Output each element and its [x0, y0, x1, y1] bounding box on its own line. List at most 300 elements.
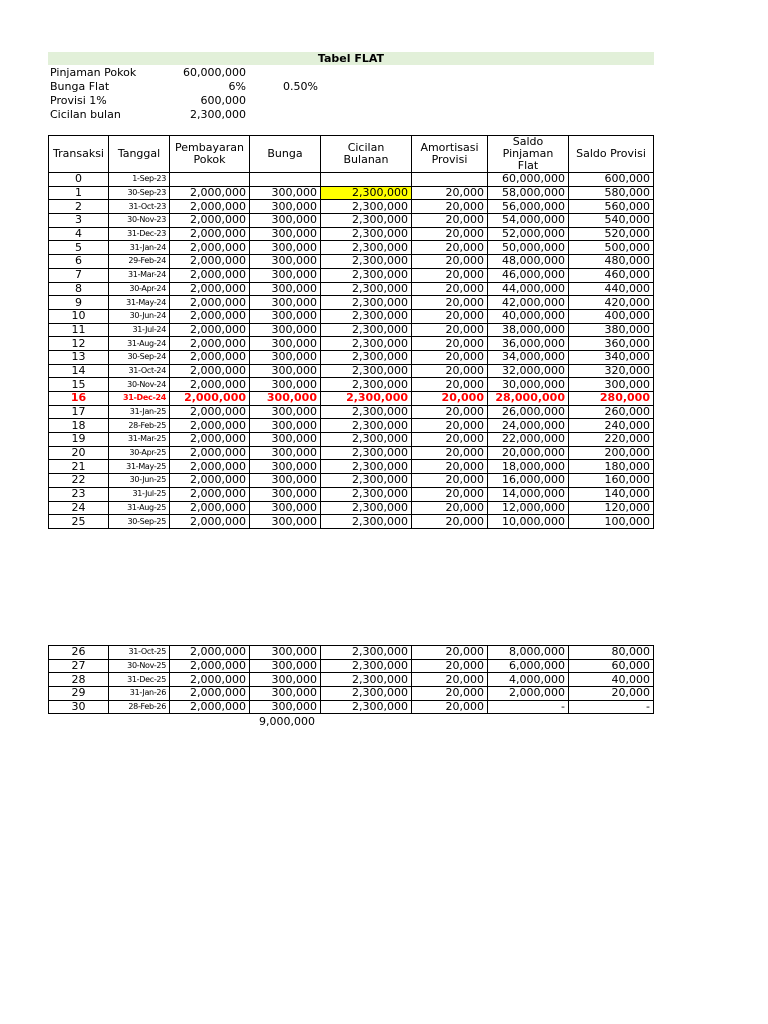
cell-pembayaran-pokok: 2,000,000	[170, 378, 250, 392]
cell-saldo-pinjaman-flat: 36,000,000	[488, 337, 569, 351]
cell-bunga	[250, 173, 321, 187]
cell-saldo-pinjaman-flat: 56,000,000	[488, 200, 569, 214]
table-row	[49, 282, 654, 296]
header-saldo-pinjaman-flat: Saldo Pinjaman Flat	[488, 136, 569, 173]
cell-tanggal: 31-May-24	[109, 296, 170, 310]
cell-cicilan-bulanan: 2,300,000	[321, 255, 412, 269]
cell-transaksi: 29	[49, 687, 109, 701]
cell-cicilan-bulanan: 2,300,000	[321, 214, 412, 228]
cell-transaksi: 17	[49, 405, 109, 419]
cell-tanggal: 31-Jan-26	[109, 687, 170, 701]
cell-tanggal: 31-May-25	[109, 460, 170, 474]
cell-transaksi: 20	[49, 446, 109, 460]
cell-bunga: 300,000	[250, 337, 321, 351]
header-saldo-provisi: Saldo Provisi	[569, 136, 654, 173]
cell-saldo-provisi: 60,000	[569, 659, 654, 673]
table-row	[49, 309, 654, 323]
cell-bunga: 300,000	[250, 255, 321, 269]
cell-saldo-pinjaman-flat: 16,000,000	[488, 474, 569, 488]
cell-saldo-provisi: 420,000	[569, 296, 654, 310]
cell-amortisasi-provisi: 20,000	[412, 659, 488, 673]
cell-saldo-pinjaman-flat: 6,000,000	[488, 659, 569, 673]
cell-tanggal: 30-Apr-24	[109, 282, 170, 296]
cell-cicilan-bulanan: 2,300,000	[321, 227, 412, 241]
cell-amortisasi-provisi: 20,000	[412, 296, 488, 310]
cell-tanggal: 31-Dec-24	[109, 392, 170, 406]
table-row	[49, 337, 654, 351]
cell-saldo-provisi: 260,000	[569, 405, 654, 419]
cell-saldo-pinjaman-flat: 14,000,000	[488, 487, 569, 501]
cell-pembayaran-pokok: 2,000,000	[170, 282, 250, 296]
cell-bunga: 300,000	[250, 364, 321, 378]
cell-saldo-pinjaman-flat: 48,000,000	[488, 255, 569, 269]
info-label: Pinjaman Pokok	[50, 66, 137, 79]
cell-transaksi: 3	[49, 214, 109, 228]
table-row	[49, 296, 654, 310]
cell-amortisasi-provisi: 20,000	[412, 282, 488, 296]
info-value: 2,300,000	[190, 108, 246, 121]
cell-saldo-pinjaman-flat: 30,000,000	[488, 378, 569, 392]
table-row	[49, 405, 654, 419]
cell-pembayaran-pokok: 2,000,000	[170, 646, 250, 660]
cell-bunga: 300,000	[250, 405, 321, 419]
info-extra: 0.50%	[283, 80, 318, 93]
cell-transaksi: 0	[49, 173, 109, 187]
cell-cicilan-bulanan: 2,300,000	[321, 309, 412, 323]
cell-pembayaran-pokok: 2,000,000	[170, 673, 250, 687]
cell-transaksi: 6	[49, 255, 109, 269]
cell-saldo-pinjaman-flat: 2,000,000	[488, 687, 569, 701]
cell-pembayaran-pokok: 2,000,000	[170, 433, 250, 447]
table-row	[49, 487, 654, 501]
info-value: 60,000,000	[183, 66, 246, 79]
cell-bunga: 300,000	[250, 446, 321, 460]
cell-pembayaran-pokok: 2,000,000	[170, 419, 250, 433]
cell-tanggal: 31-Dec-23	[109, 227, 170, 241]
cell-saldo-provisi: 180,000	[569, 460, 654, 474]
cell-pembayaran-pokok: 2,000,000	[170, 241, 250, 255]
cell-saldo-provisi: 560,000	[569, 200, 654, 214]
cell-cicilan-bulanan: 2,300,000	[321, 337, 412, 351]
table-row	[49, 186, 654, 200]
cell-saldo-pinjaman-flat: 54,000,000	[488, 214, 569, 228]
cell-amortisasi-provisi: 20,000	[412, 419, 488, 433]
cell-tanggal: 28-Feb-25	[109, 419, 170, 433]
cell-cicilan-bulanan: 2,300,000	[321, 323, 412, 337]
cell-pembayaran-pokok: 2,000,000	[170, 687, 250, 701]
cell-bunga: 300,000	[250, 282, 321, 296]
cell-saldo-pinjaman-flat: 18,000,000	[488, 460, 569, 474]
table-row	[49, 501, 654, 515]
cell-cicilan-bulanan: 2,300,000	[321, 659, 412, 673]
table-row	[49, 255, 654, 269]
cell-amortisasi-provisi: 20,000	[412, 433, 488, 447]
cell-bunga: 300,000	[250, 214, 321, 228]
cell-cicilan-bulanan: 2,300,000	[321, 200, 412, 214]
cell-saldo-pinjaman-flat: 52,000,000	[488, 227, 569, 241]
cell-transaksi: 9	[49, 296, 109, 310]
cell-amortisasi-provisi: 20,000	[412, 255, 488, 269]
table-row	[49, 350, 654, 364]
cell-bunga: 300,000	[250, 392, 321, 406]
cell-tanggal: 30-Sep-23	[109, 186, 170, 200]
cell-transaksi: 10	[49, 309, 109, 323]
cell-transaksi: 22	[49, 474, 109, 488]
info-label: Cicilan bulan	[50, 108, 121, 121]
cell-saldo-provisi: 140,000	[569, 487, 654, 501]
cell-bunga: 300,000	[250, 487, 321, 501]
cell-amortisasi-provisi: 20,000	[412, 673, 488, 687]
cell-saldo-provisi: 360,000	[569, 337, 654, 351]
cell-cicilan-bulanan: 2,300,000	[321, 378, 412, 392]
cell-bunga: 300,000	[250, 687, 321, 701]
header-row	[49, 136, 654, 173]
cell-tanggal: 31-Oct-23	[109, 200, 170, 214]
cell-tanggal: 31-Mar-24	[109, 268, 170, 282]
cell-amortisasi-provisi: 20,000	[412, 186, 488, 200]
cell-bunga: 300,000	[250, 515, 321, 529]
cell-tanggal: 30-Jun-24	[109, 309, 170, 323]
cell-saldo-provisi: 280,000	[569, 392, 654, 406]
cell-pembayaran-pokok	[170, 173, 250, 187]
header-tanggal: Tanggal	[109, 136, 170, 173]
cell-tanggal: 30-Nov-23	[109, 214, 170, 228]
cell-saldo-pinjaman-flat: 12,000,000	[488, 501, 569, 515]
cell-tanggal: 30-Sep-25	[109, 515, 170, 529]
cell-pembayaran-pokok: 2,000,000	[170, 350, 250, 364]
cell-pembayaran-pokok: 2,000,000	[170, 337, 250, 351]
cell-cicilan-bulanan: 2,300,000	[321, 474, 412, 488]
table-title: Tabel FLAT	[48, 52, 654, 65]
cell-transaksi: 14	[49, 364, 109, 378]
cell-saldo-provisi: 160,000	[569, 474, 654, 488]
cell-saldo-provisi: 20,000	[569, 687, 654, 701]
cell-tanggal: 30-Apr-25	[109, 446, 170, 460]
cell-tanggal: 31-Jul-24	[109, 323, 170, 337]
cell-amortisasi-provisi: 20,000	[412, 337, 488, 351]
cell-saldo-pinjaman-flat: 22,000,000	[488, 433, 569, 447]
cell-amortisasi-provisi: 20,000	[412, 446, 488, 460]
cell-bunga: 300,000	[250, 419, 321, 433]
cell-transaksi: 28	[49, 673, 109, 687]
cell-saldo-provisi: 500,000	[569, 241, 654, 255]
cell-saldo-pinjaman-flat: 44,000,000	[488, 282, 569, 296]
info-label: Provisi 1%	[50, 94, 107, 107]
cell-saldo-provisi: 100,000	[569, 515, 654, 529]
cell-saldo-provisi: 580,000	[569, 186, 654, 200]
cell-amortisasi-provisi: 20,000	[412, 515, 488, 529]
cell-saldo-pinjaman-flat: 10,000,000	[488, 515, 569, 529]
table-row	[49, 214, 654, 228]
table-row	[49, 460, 654, 474]
cell-saldo-provisi: 200,000	[569, 446, 654, 460]
header-amortisasi-provisi: Amortisasi Provisi	[412, 136, 488, 173]
table-row	[49, 646, 654, 660]
cell-tanggal: 31-Mar-25	[109, 433, 170, 447]
cell-transaksi: 18	[49, 419, 109, 433]
cell-bunga: 300,000	[250, 659, 321, 673]
cell-tanggal: 31-Jan-25	[109, 405, 170, 419]
cell-amortisasi-provisi: 20,000	[412, 214, 488, 228]
cell-cicilan-bulanan: 2,300,000	[321, 515, 412, 529]
cell-transaksi: 11	[49, 323, 109, 337]
cell-bunga: 300,000	[250, 673, 321, 687]
cell-pembayaran-pokok: 2,000,000	[170, 487, 250, 501]
cell-amortisasi-provisi: 20,000	[412, 378, 488, 392]
cell-pembayaran-pokok: 2,000,000	[170, 515, 250, 529]
cell-amortisasi-provisi: 20,000	[412, 700, 488, 714]
table-row	[49, 673, 654, 687]
cell-saldo-provisi: 480,000	[569, 255, 654, 269]
cell-saldo-provisi: 460,000	[569, 268, 654, 282]
cell-amortisasi-provisi: 20,000	[412, 227, 488, 241]
cell-tanggal: 31-Jan-24	[109, 241, 170, 255]
cell-pembayaran-pokok: 2,000,000	[170, 460, 250, 474]
cell-saldo-pinjaman-flat: 34,000,000	[488, 350, 569, 364]
table-row	[49, 364, 654, 378]
cell-bunga: 300,000	[250, 268, 321, 282]
cell-pembayaran-pokok: 2,000,000	[170, 323, 250, 337]
cell-transaksi: 4	[49, 227, 109, 241]
header-bunga: Bunga	[250, 136, 321, 173]
cell-amortisasi-provisi: 20,000	[412, 350, 488, 364]
cell-cicilan-bulanan: 2,300,000	[321, 241, 412, 255]
cell-saldo-provisi: 600,000	[569, 173, 654, 187]
cell-tanggal: 29-Feb-24	[109, 255, 170, 269]
cell-transaksi: 23	[49, 487, 109, 501]
cell-bunga: 300,000	[250, 474, 321, 488]
cell-tanggal: 31-Oct-25	[109, 646, 170, 660]
cell-tanggal: 31-Jul-25	[109, 487, 170, 501]
cell-cicilan-bulanan: 2,300,000	[321, 419, 412, 433]
cell-bunga: 300,000	[250, 433, 321, 447]
table-row	[49, 268, 654, 282]
cell-pembayaran-pokok: 2,000,000	[170, 364, 250, 378]
cell-pembayaran-pokok: 2,000,000	[170, 214, 250, 228]
cell-cicilan-bulanan: 2,300,000	[321, 282, 412, 296]
table-row	[49, 659, 654, 673]
cell-amortisasi-provisi: 20,000	[412, 392, 488, 406]
cell-bunga: 300,000	[250, 227, 321, 241]
cell-cicilan-bulanan: 2,300,000	[321, 501, 412, 515]
cell-tanggal: 1-Sep-23	[109, 173, 170, 187]
info-label: Bunga Flat	[50, 80, 110, 93]
table-row	[49, 515, 654, 529]
table-row	[49, 378, 654, 392]
cell-amortisasi-provisi: 20,000	[412, 405, 488, 419]
cell-amortisasi-provisi: 20,000	[412, 241, 488, 255]
cell-saldo-pinjaman-flat: 38,000,000	[488, 323, 569, 337]
cell-saldo-pinjaman-flat: -	[488, 700, 569, 714]
table-row	[49, 241, 654, 255]
amortization-table-continued	[48, 645, 654, 714]
cell-cicilan-bulanan: 2,300,000	[321, 186, 412, 200]
cell-transaksi: 12	[49, 337, 109, 351]
cell-bunga: 300,000	[250, 460, 321, 474]
cell-tanggal: 30-Nov-24	[109, 378, 170, 392]
cell-tanggal: 28-Feb-26	[109, 700, 170, 714]
cell-cicilan-bulanan: 2,300,000	[321, 392, 412, 406]
cell-amortisasi-provisi: 20,000	[412, 200, 488, 214]
cell-tanggal: 30-Nov-25	[109, 659, 170, 673]
cell-pembayaran-pokok: 2,000,000	[170, 474, 250, 488]
cell-cicilan-bulanan: 2,300,000	[321, 268, 412, 282]
header-transaksi: Transaksi	[49, 136, 109, 173]
cell-tanggal: 30-Jun-25	[109, 474, 170, 488]
cell-transaksi: 8	[49, 282, 109, 296]
info-value: 6%	[228, 80, 246, 93]
cell-pembayaran-pokok: 2,000,000	[170, 446, 250, 460]
info-value: 600,000	[200, 94, 246, 107]
cell-bunga: 300,000	[250, 296, 321, 310]
cell-cicilan-bulanan: 2,300,000	[321, 700, 412, 714]
cell-saldo-pinjaman-flat: 42,000,000	[488, 296, 569, 310]
cell-saldo-pinjaman-flat: 26,000,000	[488, 405, 569, 419]
cell-amortisasi-provisi: 20,000	[412, 474, 488, 488]
cell-tanggal: 31-Oct-24	[109, 364, 170, 378]
cell-cicilan-bulanan: 2,300,000	[321, 487, 412, 501]
cell-transaksi: 24	[49, 501, 109, 515]
cell-tanggal: 31-Dec-25	[109, 673, 170, 687]
cell-saldo-pinjaman-flat: 46,000,000	[488, 268, 569, 282]
cell-amortisasi-provisi: 20,000	[412, 487, 488, 501]
cell-saldo-provisi: 340,000	[569, 350, 654, 364]
cell-amortisasi-provisi: 20,000	[412, 460, 488, 474]
cell-saldo-pinjaman-flat: 28,000,000	[488, 392, 569, 406]
cell-transaksi: 16	[49, 392, 109, 406]
cell-amortisasi-provisi: 20,000	[412, 268, 488, 282]
cell-pembayaran-pokok: 2,000,000	[170, 405, 250, 419]
cell-pembayaran-pokok: 2,000,000	[170, 659, 250, 673]
cell-saldo-provisi: 240,000	[569, 419, 654, 433]
cell-saldo-pinjaman-flat: 50,000,000	[488, 241, 569, 255]
cell-transaksi: 2	[49, 200, 109, 214]
table-row	[49, 700, 654, 714]
amortization-table	[48, 135, 654, 529]
cell-saldo-provisi: 220,000	[569, 433, 654, 447]
cell-saldo-pinjaman-flat: 8,000,000	[488, 646, 569, 660]
cell-pembayaran-pokok: 2,000,000	[170, 392, 250, 406]
cell-amortisasi-provisi: 20,000	[412, 501, 488, 515]
cell-transaksi: 1	[49, 186, 109, 200]
header-cicilan-bulanan: Cicilan Bulanan	[321, 136, 412, 173]
cell-pembayaran-pokok: 2,000,000	[170, 501, 250, 515]
cell-saldo-provisi: 80,000	[569, 646, 654, 660]
cell-amortisasi-provisi	[412, 173, 488, 187]
table-row	[49, 173, 654, 187]
cell-pembayaran-pokok: 2,000,000	[170, 227, 250, 241]
cell-bunga: 300,000	[250, 241, 321, 255]
cell-bunga: 300,000	[250, 350, 321, 364]
cell-bunga: 300,000	[250, 646, 321, 660]
cell-amortisasi-provisi: 20,000	[412, 687, 488, 701]
cell-cicilan-bulanan: 2,300,000	[321, 405, 412, 419]
cell-tanggal: 31-Aug-24	[109, 337, 170, 351]
cell-transaksi: 15	[49, 378, 109, 392]
cell-cicilan-bulanan: 2,300,000	[321, 433, 412, 447]
table-row	[49, 227, 654, 241]
cell-cicilan-bulanan: 2,300,000	[321, 350, 412, 364]
table-row	[49, 474, 654, 488]
cell-amortisasi-provisi: 20,000	[412, 364, 488, 378]
table-row	[49, 419, 654, 433]
cell-saldo-provisi: 120,000	[569, 501, 654, 515]
cell-saldo-pinjaman-flat: 40,000,000	[488, 309, 569, 323]
cell-transaksi: 5	[49, 241, 109, 255]
cell-cicilan-bulanan: 2,300,000	[321, 446, 412, 460]
cell-saldo-provisi: 520,000	[569, 227, 654, 241]
cell-transaksi: 30	[49, 700, 109, 714]
cell-saldo-provisi: 300,000	[569, 378, 654, 392]
cell-cicilan-bulanan	[321, 173, 412, 187]
table-row	[49, 200, 654, 214]
cell-saldo-provisi: 540,000	[569, 214, 654, 228]
table-row	[49, 433, 654, 447]
cell-saldo-provisi: 380,000	[569, 323, 654, 337]
cell-saldo-pinjaman-flat: 60,000,000	[488, 173, 569, 187]
cell-pembayaran-pokok: 2,000,000	[170, 309, 250, 323]
cell-bunga: 300,000	[250, 309, 321, 323]
cell-transaksi: 26	[49, 646, 109, 660]
cell-cicilan-bulanan: 2,300,000	[321, 460, 412, 474]
cell-cicilan-bulanan: 2,300,000	[321, 364, 412, 378]
cell-transaksi: 21	[49, 460, 109, 474]
cell-saldo-provisi: 320,000	[569, 364, 654, 378]
cell-bunga: 300,000	[250, 186, 321, 200]
cell-pembayaran-pokok: 2,000,000	[170, 186, 250, 200]
cell-tanggal: 31-Aug-25	[109, 501, 170, 515]
cell-bunga: 300,000	[250, 700, 321, 714]
cell-transaksi: 7	[49, 268, 109, 282]
bunga-total: 9,000,000	[259, 715, 315, 728]
cell-amortisasi-provisi: 20,000	[412, 309, 488, 323]
cell-amortisasi-provisi: 20,000	[412, 323, 488, 337]
cell-saldo-pinjaman-flat: 4,000,000	[488, 673, 569, 687]
table-row	[49, 687, 654, 701]
cell-amortisasi-provisi: 20,000	[412, 646, 488, 660]
cell-saldo-provisi: 440,000	[569, 282, 654, 296]
cell-cicilan-bulanan: 2,300,000	[321, 673, 412, 687]
cell-pembayaran-pokok: 2,000,000	[170, 200, 250, 214]
cell-bunga: 300,000	[250, 200, 321, 214]
cell-pembayaran-pokok: 2,000,000	[170, 296, 250, 310]
table-row	[49, 446, 654, 460]
cell-pembayaran-pokok: 2,000,000	[170, 700, 250, 714]
cell-pembayaran-pokok: 2,000,000	[170, 255, 250, 269]
cell-saldo-pinjaman-flat: 58,000,000	[488, 186, 569, 200]
header-pembayaran-pokok: Pembayaran Pokok	[170, 136, 250, 173]
cell-saldo-pinjaman-flat: 32,000,000	[488, 364, 569, 378]
cell-transaksi: 27	[49, 659, 109, 673]
cell-pembayaran-pokok: 2,000,000	[170, 268, 250, 282]
cell-bunga: 300,000	[250, 378, 321, 392]
table-row	[49, 323, 654, 337]
cell-transaksi: 13	[49, 350, 109, 364]
cell-saldo-pinjaman-flat: 24,000,000	[488, 419, 569, 433]
table-row	[49, 392, 654, 406]
cell-saldo-provisi: 40,000	[569, 673, 654, 687]
cell-cicilan-bulanan: 2,300,000	[321, 296, 412, 310]
cell-bunga: 300,000	[250, 501, 321, 515]
cell-transaksi: 25	[49, 515, 109, 529]
cell-transaksi: 19	[49, 433, 109, 447]
cell-cicilan-bulanan: 2,300,000	[321, 687, 412, 701]
cell-cicilan-bulanan: 2,300,000	[321, 646, 412, 660]
cell-bunga: 300,000	[250, 323, 321, 337]
cell-saldo-provisi: -	[569, 700, 654, 714]
cell-tanggal: 30-Sep-24	[109, 350, 170, 364]
cell-saldo-pinjaman-flat: 20,000,000	[488, 446, 569, 460]
